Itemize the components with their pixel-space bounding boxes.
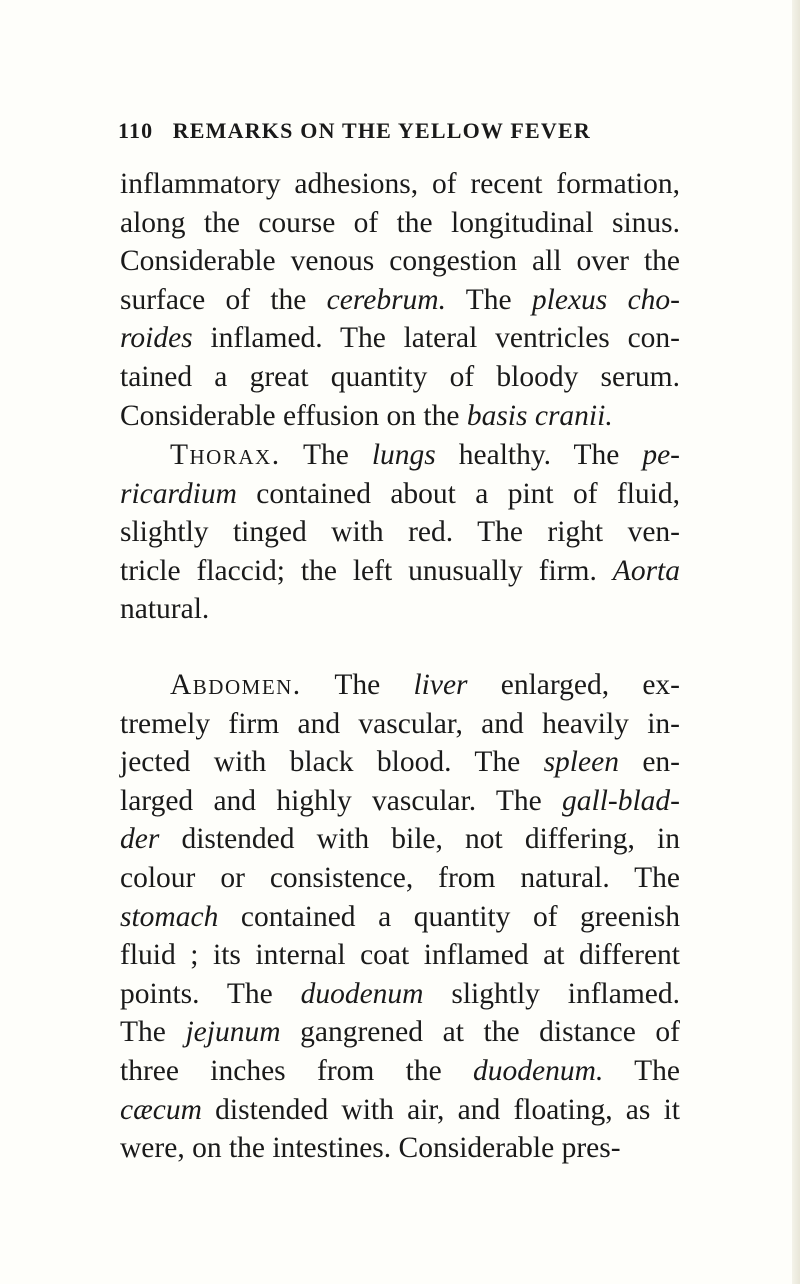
text-line [120,820,680,859]
text-line [120,975,680,1014]
italic-term: liver [413,669,468,701]
text-run: distended with bile, not differing, in [159,823,680,856]
running-head [118,118,638,144]
text-line [120,475,680,514]
text-run: surface of the [120,283,327,316]
italic-term: spleen [543,746,619,779]
text-line [120,397,680,436]
text-run: Considerable venous congestion all over the [120,245,680,278]
text-run: larged and highly vascular. The [120,784,562,817]
text-line [120,859,680,898]
page-number: 110 [118,118,154,143]
text-line [120,590,680,629]
text-run: slightly inflamed. [423,977,680,1010]
text-run: tremely firm and vascular, and heavily in- [120,707,680,740]
italic-term: gall-blad- [562,784,680,817]
text-line [120,1013,680,1052]
text-line [120,705,680,744]
text-run: three inches from the [120,1054,474,1087]
text-line [120,204,680,243]
text-run: The [445,283,532,316]
italic-term: pe- [642,439,680,471]
text-run: inflammatory adhesions, of recent formation, [120,168,680,200]
text-line [120,165,680,204]
paragraph-thorax [120,436,680,629]
italic-term: Aorta [612,554,680,587]
italic-term: duodenum [300,977,424,1010]
italic-term: plexus cho- [531,283,680,316]
text-run: distended with air, and floating, as it [201,1093,680,1126]
text-run: points. The [120,977,301,1010]
paragraph-cerebrum [120,165,680,435]
text-line [120,936,680,975]
text-run: were, on the intestines. Considerable pres- [120,1132,621,1165]
text-run: contained about a pint of fluid, [236,477,680,510]
text-line [120,666,680,705]
text-line [120,436,680,475]
italic-term: jejunum [185,1016,281,1049]
text-run: The [120,1016,186,1049]
page-edge [792,0,800,1284]
section-heading: Abdomen. [170,669,302,701]
text-line [120,898,680,937]
text-run: jected with black blood. The [120,746,544,779]
text-run: fluid ; its internal coat inflamed at different [120,939,680,972]
text-run: colour or consistence, from natural. The [120,861,680,894]
text-line [120,242,680,281]
text-line [120,743,680,782]
text-line [120,1091,680,1130]
text-line [120,513,680,552]
section-heading: Thorax. [170,439,281,471]
italic-term: duodenum. [473,1054,604,1087]
italic-term: stomach [120,900,219,933]
text-run: The [301,669,414,701]
text-run: along the course of the longitudinal sinus. [120,206,680,239]
text-line [120,1129,680,1168]
text-run: natural. [120,593,210,626]
italic-term: ricardium [120,477,237,510]
text-run: Considerable effusion on the [120,399,467,432]
text-run: tained a great quantity of bloody serum. [120,360,680,393]
paragraph-abdomen [120,666,680,1168]
text-line [120,552,680,591]
text-run: The [603,1054,680,1087]
running-head-title: REMARKS ON THE YELLOW FEVER [172,118,591,143]
italic-term: lungs [371,439,436,471]
text-run: gangrened at the distance of [280,1016,680,1049]
text-line [120,281,680,320]
text-run: en- [618,746,681,779]
italic-term: cerebrum. [326,283,446,316]
italic-term: der [120,823,160,856]
italic-term: basis cranii. [466,399,613,432]
text-line [120,1052,680,1091]
text-run: contained a quantity of greenish [218,900,680,933]
text-run: enlarged, ex- [467,669,680,701]
text-run: The [280,439,372,471]
text-run: healthy. The [435,439,643,471]
text-run: slightly tinged with red. The right ven- [120,516,680,549]
text-line [120,782,680,821]
text-run: tricle flaccid; the left unusually firm. [120,554,613,587]
italic-term: cæcum [120,1093,202,1126]
text-line [120,358,680,397]
text-line [120,319,680,358]
italic-term: roides [120,322,193,355]
text-run: inflamed. The lateral ventricles con- [192,322,680,355]
